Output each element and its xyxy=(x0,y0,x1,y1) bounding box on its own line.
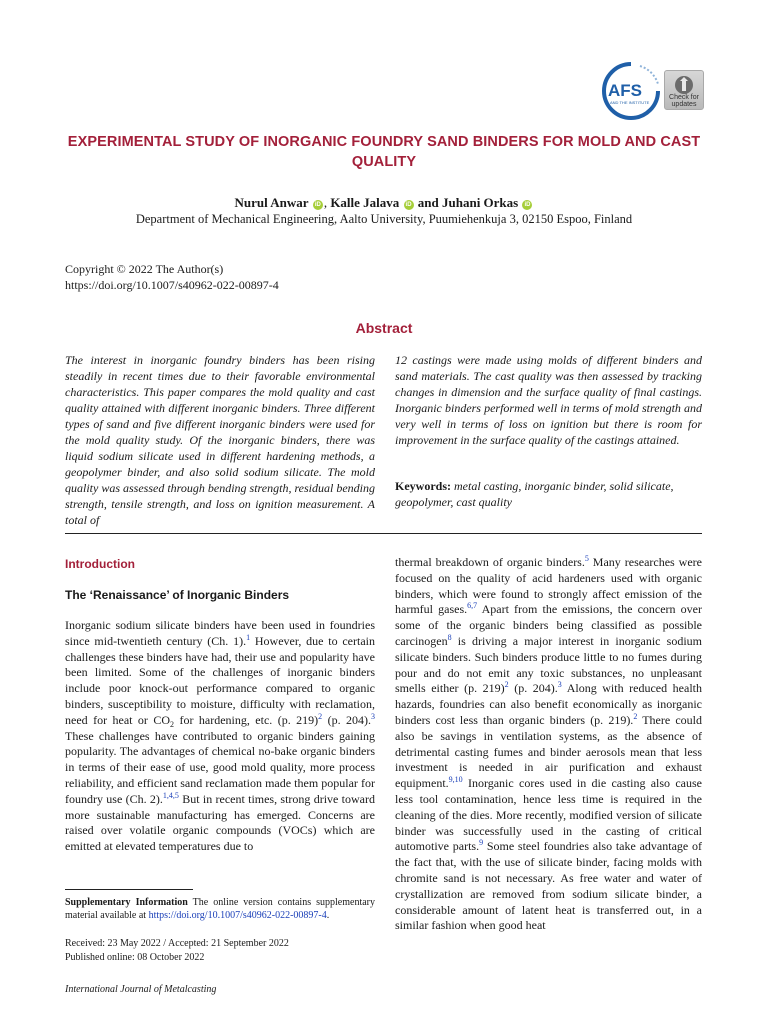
citation-link[interactable]: 9 xyxy=(479,838,484,848)
affiliation: Department of Mechanical Engineering, Aalto University, Puumiehenkuja 3, 02150 Espoo, Finland xyxy=(135,212,633,226)
text-run: thermal breakdown of organic binders. xyxy=(395,555,585,569)
subsection-heading: The ‘Renaissance’ of Inorganic Binders xyxy=(65,588,290,602)
citation-link[interactable]: 2 xyxy=(504,680,509,690)
citation-link[interactable]: 6,7 xyxy=(467,601,478,611)
section-heading-introduction: Introduction xyxy=(65,557,135,571)
subscript: 2 xyxy=(170,719,175,729)
text-run: (p. 204). xyxy=(508,681,558,696)
citation-link[interactable]: 1,4,5 xyxy=(162,790,179,800)
orcid-icon[interactable]: iD xyxy=(314,202,321,208)
text-run: (p. 204). xyxy=(322,712,372,727)
citation-link[interactable]: 2 xyxy=(633,711,638,721)
text-run: is driving a major interest in inorganic sodium silicate binders. Such binders produce little to no fumes during pour and do not emit any toxic substances, no unpleasant smells either (p. 219) xyxy=(395,633,702,696)
published-date: Published online: 08 October 2022 xyxy=(65,952,205,963)
journal-name: International Journal of Metalcasting xyxy=(65,984,217,995)
doi-link[interactable]: https://doi.org/10.1007/s40962-022-00897-4 xyxy=(65,278,279,292)
supplementary-footnote xyxy=(65,896,375,922)
supplementary-link[interactable]: https://doi.org/10.1007/s40962-022-00897-4 xyxy=(148,910,327,921)
citation-link[interactable]: 2 xyxy=(318,711,323,721)
check-for-updates-badge[interactable] xyxy=(664,70,704,110)
footnote-end: . xyxy=(326,910,330,921)
citation-link[interactable]: 3 xyxy=(557,680,562,690)
text-run: But in recent times, strong drive toward more sustainable manufacturing has emerged. Concerns are raised over volatile organic compounds (VOCs) which are emitted at elevated temperatures due to xyxy=(65,791,375,854)
abstract-text-right: 12 castings were made using molds of different binders and sand materials. The cast quality was then assessed by tracking changes in dimension and the surface quality of final castings. Inorganic binders performed well in terms of mold strength and very well in terms of loss on ignition but there is room for improvement in the surface quality of the castings attained. xyxy=(395,353,702,447)
copyright-text: Copyright © 2022 The Author(s) xyxy=(65,262,224,276)
footnote-label: Supplementary Information xyxy=(65,897,188,908)
author-name: Nurul Anwar xyxy=(234,195,309,210)
text-run: There could also be savings in ventilation systems, as the absence of detrimental casting fumes and binder aerosols mean that less investment is needed in air purification and exhaust equipment. xyxy=(395,712,702,791)
section-divider xyxy=(65,533,702,534)
copyright-block xyxy=(65,261,279,293)
afs-logo-text: AFS xyxy=(608,81,642,100)
orcid-icon[interactable]: iD xyxy=(405,202,412,208)
keywords-label: Keywords: xyxy=(395,479,451,493)
text-run: These challenges have contributed to organic binders gaining popularity. The advantages of chemical no-bake organic binders in terms of their ease of use, good mold quality, more process reliability, and efficient sand reclamation made them popular for foundry use (Ch. 2). xyxy=(65,728,375,806)
keywords-list: metal casting, inorganic binder, solid silicate, geopolymer, cast quality xyxy=(395,479,674,509)
orcid-icon[interactable]: iD xyxy=(524,202,531,208)
author-list xyxy=(60,195,708,211)
text-run: However, due to certain challenges these binders have had, their use and popularity have been limited. Some of the challenges of inorganic binders include poor knock-out performance compared to organic binders, susceptibility to moisture, difficulty with reclamation, need for heat or CO xyxy=(65,633,375,727)
author-separator: , xyxy=(323,195,328,210)
author-name: Juhani Orkas xyxy=(442,195,519,210)
text-run: Many researches were focused on the quality of acid hardeners used with organic binders, which were found to strongly affect emission of the harmful gases. xyxy=(395,555,702,617)
abstract-heading: Abstract xyxy=(355,320,413,336)
text-run: Along with reduced health hazards, foundries can also benefit economically as inorganic binders cost less than organic binders (p. 219). xyxy=(395,681,703,727)
text-run: Inorganic cores used in die casting also cause less tool contamination, hence less time is required in the cleaning of the dies. More recently, modified version of silicate binder was successfully used in the casting of critical automotive parts. xyxy=(395,776,702,854)
citation-link[interactable]: 9,10 xyxy=(448,775,463,785)
citation-link[interactable]: 3 xyxy=(371,711,376,721)
author-name: Kalle Jalava xyxy=(330,195,400,210)
abstract-text-left: The interest in inorganic foundry binders has been rising steadily in recent times due to their favorable environmental characteristics. This paper compares the mold quality and cast quality attained with different inorganic binders. Three different types of sand and five different inorganic binders were used for the mold quality study. Of the inorganic binders, there was liquid sodium silicate used in different hardening methods, a geopolymer binder, and also solid sodium silicate. The mold quality was assessed through bending strength, residual bending strength, tensile strength, and loss on ignition measurement. A total of xyxy=(65,353,375,527)
paper-title: EXPERIMENTAL STUDY OF INORGANIC FOUNDRY SAND BINDERS FOR MOLD AND CAST QUALITY xyxy=(67,134,701,170)
text-run: for hardening, etc. (p. 219) xyxy=(174,712,319,727)
footnote-divider xyxy=(65,889,193,890)
author-separator: and xyxy=(417,195,439,210)
check-for-updates-label: Check for updates xyxy=(669,94,699,108)
body-paragraph-right xyxy=(395,555,702,934)
citation-link[interactable]: 1 xyxy=(246,632,251,642)
text-run: Some steel foundries also take advantage of the fact that, with the use of silicate binder, facing molds with chromite sand is not necessary. As free water and water of crystallization are removed from sodium silicate binder, a considerable amount of latent heat is transferred out, in a similar fashion when good heat xyxy=(395,839,702,933)
footnote-text: The online version contains supplementary material available at xyxy=(65,897,375,921)
keywords xyxy=(395,478,702,510)
body-paragraph-left xyxy=(65,618,375,855)
citation-link[interactable]: 5 xyxy=(584,554,589,563)
received-dates: Received: 23 May 2022 / Accepted: 21 September 2022 xyxy=(65,938,289,949)
citation-link[interactable]: 8 xyxy=(447,632,452,642)
text-run: Apart from the emissions, the concern over some of the organic binders being classified as possible carcinogen xyxy=(395,602,702,648)
text-run: Inorganic sodium silicate binders have been used in foundries since mid-twentieth century (Ch. 1). xyxy=(65,618,375,648)
afs-logo xyxy=(600,60,662,122)
afs-logo-subtext: AND THE INSTITUTE xyxy=(610,100,650,105)
